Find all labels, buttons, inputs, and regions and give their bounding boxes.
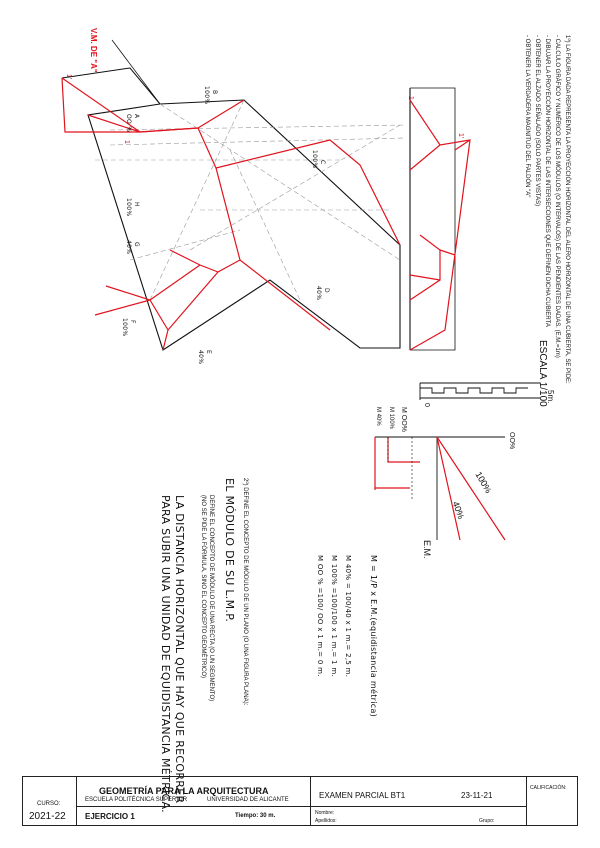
slope-e-letter: E xyxy=(205,350,212,355)
calc-oo: M OO % =100/ OO x 1 m.= 0 m. xyxy=(316,555,324,677)
label-em: E.M. xyxy=(422,540,432,559)
grade-cell xyxy=(527,777,577,825)
slope-c-pct: 100% xyxy=(311,150,318,169)
slope-g-pct: 40% xyxy=(125,240,132,255)
label-oo-pct: OO% xyxy=(508,432,515,450)
slope-h-letter: H xyxy=(133,202,140,207)
label-m-oo: M OO% xyxy=(400,407,407,432)
problem2-question: 2º) DEFINE EL CONCEPTO DE MÓDULO DE UN PLANO (O UNA FIGURA PLANA): xyxy=(242,478,248,706)
exercise-cell xyxy=(77,807,311,825)
construction-lines xyxy=(95,100,405,300)
problem2-answer: EL MÓDULO DE SU L.M.P. xyxy=(223,478,236,623)
elevation-outline xyxy=(410,88,455,350)
mark-1-plan: 1 xyxy=(123,140,130,144)
surname-label: Apellidos: xyxy=(315,818,337,824)
modulus-ticks xyxy=(388,437,412,500)
scale-start: 0 xyxy=(423,403,430,407)
group-label: Grupo: xyxy=(479,818,495,824)
school: ESCUELA POLITÉCNICA SUPERIOR xyxy=(85,797,188,803)
scale-label: ESCALA 1/100 xyxy=(537,340,548,407)
slope-c-letter: C xyxy=(319,160,326,165)
student-cell xyxy=(311,807,527,825)
slope-a-pct: OO % xyxy=(125,114,132,133)
scale-end: 5m. xyxy=(546,390,555,404)
course-value: 2021-22 xyxy=(29,811,66,822)
problem1-task-4: - OBTENER LA VERDADERA MAGNITUD DEL FALDÓN "A" xyxy=(524,35,530,198)
slope-d-pct: 40% xyxy=(315,286,322,301)
grade-label: CALIFICACIÓN: xyxy=(530,785,567,791)
roof-intersections xyxy=(88,100,400,350)
university: UNIVERSIDAD DE ALICANTE xyxy=(207,797,289,803)
slope-b-pct: 100% xyxy=(203,86,210,105)
problem2-answer-2b: PARA SUBIR UNA UNIDAD DE EQUIDISTANCIA MÉTRICA. xyxy=(159,495,172,813)
problem1-task-1: - CALCULO GRÁFICO Y NUMÉRICO DE LOS MÓDULOS (O INTERVALOS) DE LAS PENDIENTES DADAS. (E.M.=1m) xyxy=(554,35,560,358)
slope-h-pct: 100% xyxy=(125,198,132,217)
eave-outline xyxy=(88,100,400,350)
title-block xyxy=(22,776,578,826)
label-m-100: M 100% xyxy=(388,407,394,430)
vm-fold xyxy=(62,68,160,104)
course-label: CURSO: xyxy=(37,801,61,807)
time: Tiempo: 30 m. xyxy=(235,813,276,819)
mark-1p-elev: 1' xyxy=(457,133,464,139)
course-cell xyxy=(23,777,77,825)
slope-b-letter: B xyxy=(211,90,218,95)
label-100-pct: 100% xyxy=(473,470,494,495)
vm-label: V.M. DE "A" xyxy=(89,28,98,73)
exam: EXAMEN PARCIAL BT1 xyxy=(319,791,406,800)
name-label: Nombre: xyxy=(315,810,335,816)
slope-d-letter: D xyxy=(323,288,330,293)
exam-cell xyxy=(311,777,527,807)
vm-axis xyxy=(112,40,160,104)
date: 23-11-21 xyxy=(461,791,493,800)
problem2-answer-2a: LA DISTANCIA HORIZONTAL QUE HAY QUE RECORRER xyxy=(173,495,186,804)
problem1-intro: 1º) LA FIGURA DADA REPRESENTA LA PROYECCIÓN HORIZONTAL DEL ALERO HORIZONTAL DE UNA CUBIERTA, SE PIDE: xyxy=(564,35,570,384)
slope-f-pct: 100% xyxy=(121,318,128,337)
slope-e-pct: 40% xyxy=(197,350,204,365)
calc-40: M 40% = 100/40 x 1 m.= 2,5 m. xyxy=(344,555,352,678)
slope-f-letter: F xyxy=(129,320,136,324)
subject: GEOMETRÍA PARA LA ARQUITECTURA xyxy=(99,786,269,796)
subject-cell xyxy=(77,777,311,807)
problem2-note-2: (NO SE PIDE LA FÓRMULA, SINO EL CONCEPTO GEOMÉTRICO) xyxy=(200,495,206,679)
graphic-scale xyxy=(420,383,540,400)
mark-1p-vm: 1' xyxy=(65,74,72,80)
mark-1-elev: 1 xyxy=(407,96,414,100)
problem1-task-3: - OBTENER EL ALZADO SEÑALADO (SOLO PARTES VISTAS) xyxy=(534,35,540,207)
exercise: EJERCICIO 1 xyxy=(85,812,135,821)
calc-100: M 100% =100/100 x 1 m.= 1 m. xyxy=(330,555,338,677)
slope-g-letter: G xyxy=(133,242,140,247)
problem1-task-2: - DIBUJAR LA PROYECCIÓN HORIZONTAL DE LAS INTERSECCIONES QUE DEFINEN DICHA CUBIERTA xyxy=(544,35,550,327)
label-40-pct: 40% xyxy=(450,500,467,521)
slope-a-letter: A xyxy=(133,114,140,119)
problem2-note-1: DEFINE EL CONCEPTO DE MÓDULO DE UNA RECTA (O UN SEGMENTO) xyxy=(208,495,214,702)
modulus-formula: M = 1/P x E.M.(equidistancia métrica) xyxy=(369,555,378,718)
label-m-40: M 40% xyxy=(375,407,381,426)
